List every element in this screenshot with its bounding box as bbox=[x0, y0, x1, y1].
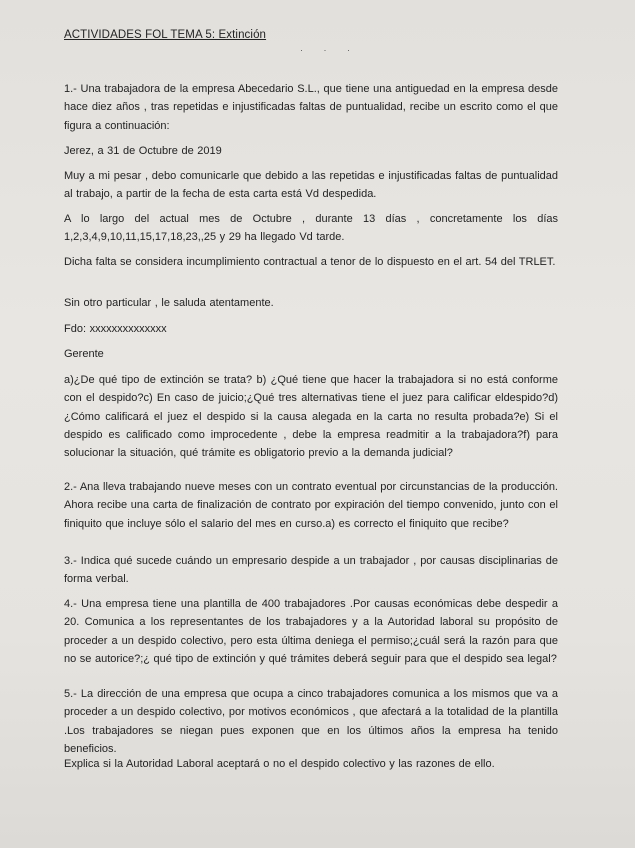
exercise-1-intro: 1.- Una trabajadora de la empresa Abecedario S.L., que tiene una antiguedad en la empresa desde hace diez años , tras repetidas e injustificadas faltas de puntualidad, recibe un escrito como el que figura a continuación: bbox=[64, 83, 558, 132]
letter-signer-role: Gerente bbox=[64, 348, 104, 360]
letter-body-1: Muy a mi pesar , debo comunicarle que debido a las repetidas e injustificadas faltas de puntualidad al trabajo, a partir de la fecha de esta carta está Vd despedida. bbox=[64, 170, 558, 201]
exercise-3: 3.- Indica qué sucede cuándo un empresario despide a un trabajador , por causas disciplinarias de forma verbal. bbox=[64, 555, 558, 586]
exercise-2: 2.- Ana lleva trabajando nueve meses con un contrato eventual por circunstancias de la producción. Ahora recibe una carta de finalización de contrato por expiración del tiempo convenido, junto con el finiquito que incluye sólo el salario del mes en curso.a) es correcto el finiquito que recibe? bbox=[64, 481, 558, 530]
exercise-1-questions: a)¿De qué tipo de extinción se trata? b) ¿Qué tiene que hacer la trabajadora si no está conforme con el despido?c) En caso de juicio;¿Qué tres alternativas tiene el juez para calificar eldespido?d)¿Cómo calificará el juez el despido si la causa alegada en la carta no resulta probada?e) Si el despido es calificado como improcedente , debe la empresa readmitir a la trabajadora?f) para solucionar la situación, qué trámite es obligatorio previo a la demanda judicial? bbox=[64, 374, 558, 460]
letter-closing: Sin otro particular , le saluda atentamente. bbox=[64, 297, 274, 309]
letter-signature: Fdo: xxxxxxxxxxxxxx bbox=[64, 323, 167, 335]
letter-body-2: A lo largo del actual mes de Octubre , durante 13 días , concretamente los días 1,2,3,4,9,10,11,15,17,18,23,,25 y 29 ha llegado Vd tarde. bbox=[64, 213, 558, 244]
letter-body-3: Dicha falta se considera incumplimiento contractual a tenor de lo dispuesto en el art. 54 del TRLET. bbox=[64, 256, 556, 268]
document-title: ACTIVIDADES FOL TEMA 5: Extinción bbox=[64, 29, 267, 41]
exercise-5: 5.- La dirección de una empresa que ocupa a cinco trabajadores comunica a los mismos que va a proceder a un despido colectivo, por motivos económicos , que afectará a la totalidad de la plantilla .Los trabajadores se niegan pues exponen que en los últimos años la empresa ha tenido beneficios. bbox=[64, 688, 558, 755]
exercise-5-question: Explica si la Autoridad Laboral aceptará o no el despido colectivo y las razones de ello. bbox=[64, 758, 495, 770]
scan-specks: · · · bbox=[300, 45, 359, 55]
exercise-4: 4.- Una empresa tiene una plantilla de 400 trabajadores .Por causas económicas debe despedir a 20. Comunica a los representantes de los trabajadores y a la Autoridad laboral su propósito de proceder a un despido colectivo, pero esta última deniega el permiso;¿cuál será la razón para que no se autorice?;¿ qué tipo de extinción y qué trámites deberá seguir para que el despido sea legal? bbox=[64, 598, 558, 665]
letter-date: Jerez, a 31 de Octubre de 2019 bbox=[64, 145, 222, 157]
